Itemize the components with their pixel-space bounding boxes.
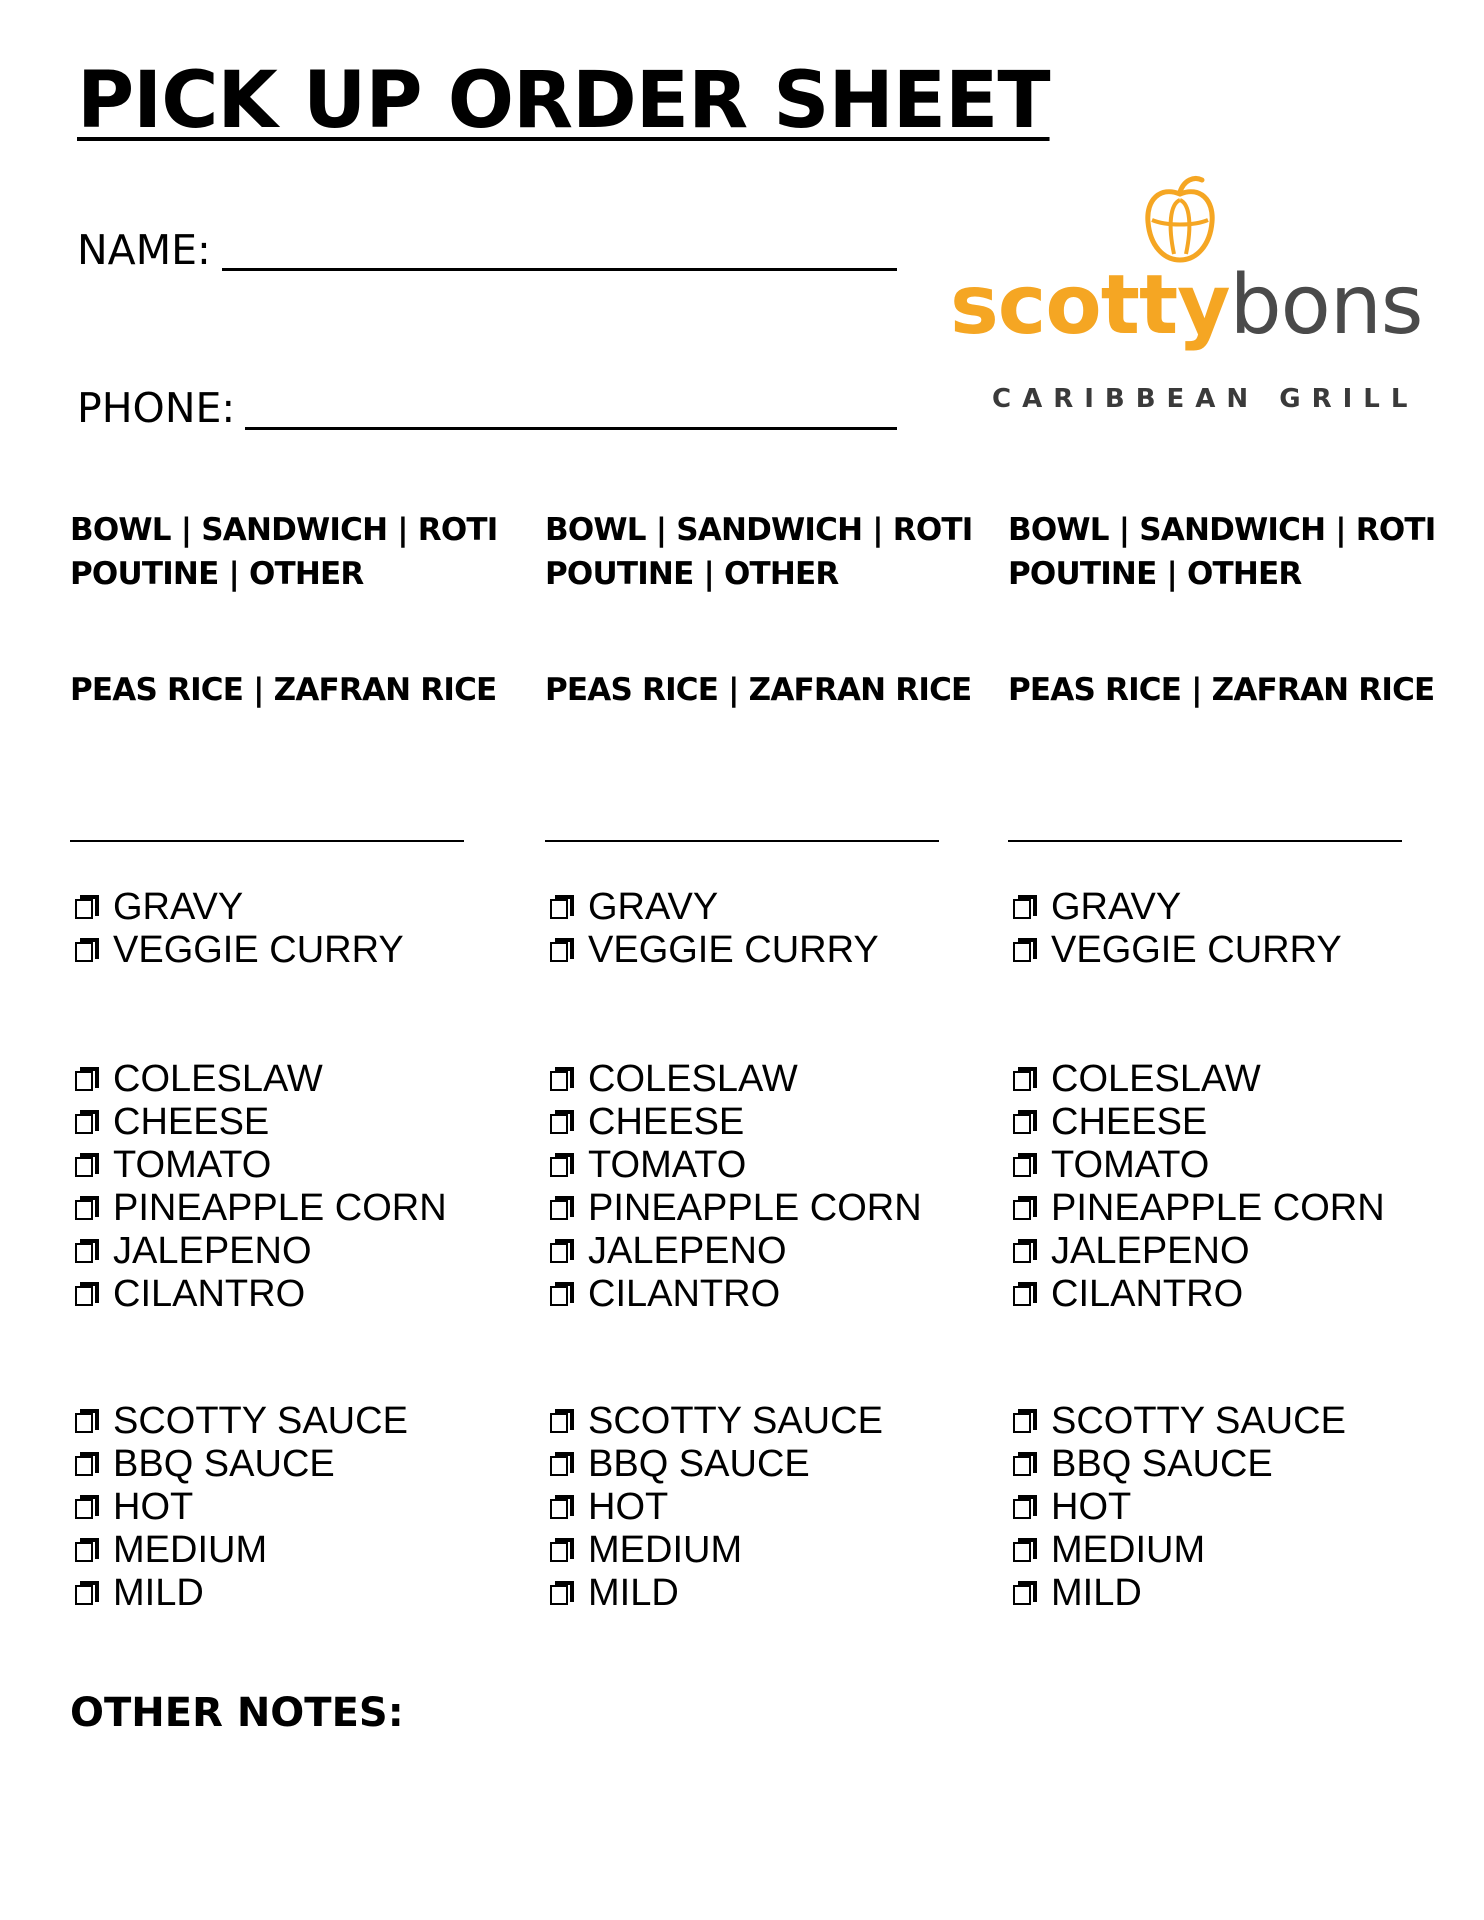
checkbox-option[interactable] <box>1013 1273 1385 1316</box>
checkbox-icon[interactable] <box>75 1153 99 1179</box>
checkbox-icon[interactable] <box>75 1282 99 1308</box>
checkbox-option[interactable] <box>75 1443 408 1486</box>
checkbox-icon[interactable] <box>75 1409 99 1435</box>
checkbox-label: HOT <box>588 1486 669 1528</box>
checkbox-option[interactable] <box>75 1101 447 1144</box>
checkbox-label: PINEAPPLE CORN <box>1051 1187 1385 1229</box>
checkbox-icon[interactable] <box>1013 1452 1037 1478</box>
checkbox-option[interactable] <box>550 1400 883 1443</box>
option-group-2 <box>1013 1058 1385 1316</box>
checkbox-option[interactable] <box>1013 1572 1346 1615</box>
checkbox-option[interactable] <box>550 1187 922 1230</box>
other-notes-label: OTHER NOTES: <box>70 1690 404 1736</box>
checkbox-label: VEGGIE CURRY <box>113 929 404 971</box>
checkbox-icon[interactable] <box>550 1409 574 1435</box>
checkbox-label: MEDIUM <box>113 1529 268 1571</box>
checkbox-icon[interactable] <box>75 1196 99 1222</box>
checkbox-icon[interactable] <box>550 1153 574 1179</box>
item-type-options-2[interactable]: POUTINE | OTHER <box>1008 556 1302 592</box>
checkbox-label: GRAVY <box>588 886 719 928</box>
checkbox-icon[interactable] <box>550 1110 574 1136</box>
option-group-2 <box>550 1058 922 1316</box>
checkbox-label: CILANTRO <box>588 1273 781 1315</box>
checkbox-label: VEGGIE CURRY <box>588 929 879 971</box>
checkbox-option[interactable] <box>75 929 404 972</box>
checkbox-label: SCOTTY SAUCE <box>588 1400 883 1442</box>
item-type-options[interactable]: BOWL | SANDWICH | ROTI <box>70 512 498 548</box>
checkbox-label: GRAVY <box>1051 886 1182 928</box>
checkbox-option[interactable] <box>1013 886 1342 929</box>
checkbox-icon[interactable] <box>550 1196 574 1222</box>
checkbox-icon[interactable] <box>1013 1495 1037 1521</box>
checkbox-option[interactable] <box>75 1187 447 1230</box>
item-type-options-2[interactable]: POUTINE | OTHER <box>70 556 364 592</box>
checkbox-icon[interactable] <box>550 1239 574 1265</box>
checkbox-label: VEGGIE CURRY <box>1051 929 1342 971</box>
checkbox-icon[interactable] <box>550 895 574 921</box>
checkbox-icon[interactable] <box>75 1538 99 1564</box>
checkbox-option[interactable] <box>1013 1144 1385 1187</box>
protein-write-in-line[interactable] <box>70 840 464 842</box>
checkbox-icon[interactable] <box>75 1239 99 1265</box>
checkbox-icon[interactable] <box>75 938 99 964</box>
scottybons-logo <box>950 170 1430 420</box>
checkbox-option[interactable] <box>1013 1443 1346 1486</box>
checkbox-option[interactable] <box>550 1101 922 1144</box>
checkbox-icon[interactable] <box>75 1495 99 1521</box>
checkbox-icon[interactable] <box>550 1495 574 1521</box>
checkbox-label: CILANTRO <box>113 1273 306 1315</box>
checkbox-label: MEDIUM <box>1051 1529 1206 1571</box>
checkbox-icon[interactable] <box>1013 895 1037 921</box>
checkbox-label: HOT <box>113 1486 194 1528</box>
checkbox-label: CHEESE <box>588 1101 745 1143</box>
checkbox-icon[interactable] <box>75 1581 99 1607</box>
checkbox-label: PINEAPPLE CORN <box>588 1187 922 1229</box>
name-label: NAME: <box>77 226 211 274</box>
checkbox-option[interactable] <box>75 1572 408 1615</box>
checkbox-option[interactable] <box>1013 1187 1385 1230</box>
checkbox-label: JALEPENO <box>588 1230 787 1272</box>
checkbox-label: MILD <box>1051 1572 1142 1614</box>
checkbox-option[interactable] <box>550 1058 922 1101</box>
option-group-3 <box>1013 1400 1346 1615</box>
checkbox-option[interactable] <box>75 1486 408 1529</box>
checkbox-option[interactable] <box>75 886 404 929</box>
option-group-2 <box>75 1058 447 1316</box>
checkbox-label: TOMATO <box>1051 1144 1210 1186</box>
item-type-options[interactable]: BOWL | SANDWICH | ROTI <box>1008 512 1436 548</box>
checkbox-icon[interactable] <box>1013 1196 1037 1222</box>
order-column-1 <box>70 508 498 1614</box>
checkbox-option[interactable] <box>75 1230 447 1273</box>
checkbox-icon[interactable] <box>550 1452 574 1478</box>
phone-label: PHONE: <box>77 384 236 432</box>
checkbox-label: COLESLAW <box>588 1058 798 1100</box>
checkbox-label: GRAVY <box>113 886 244 928</box>
checkbox-label: BBQ SAUCE <box>1051 1443 1273 1485</box>
checkbox-icon[interactable] <box>1013 938 1037 964</box>
checkbox-option[interactable] <box>75 1273 447 1316</box>
checkbox-label: CHEESE <box>1051 1101 1208 1143</box>
checkbox-label: TOMATO <box>588 1144 747 1186</box>
checkbox-option[interactable] <box>1013 1101 1385 1144</box>
checkbox-icon[interactable] <box>75 1110 99 1136</box>
checkbox-option[interactable] <box>1013 1230 1385 1273</box>
checkbox-label: CILANTRO <box>1051 1273 1244 1315</box>
checkbox-icon[interactable] <box>1013 1153 1037 1179</box>
checkbox-label: SCOTTY SAUCE <box>113 1400 408 1442</box>
order-column-2 <box>545 508 973 1614</box>
checkbox-option[interactable] <box>550 1486 883 1529</box>
checkbox-option[interactable] <box>1013 1058 1385 1101</box>
item-type-options-2[interactable]: POUTINE | OTHER <box>545 556 839 592</box>
checkbox-icon[interactable] <box>1013 1282 1037 1308</box>
checkbox-option[interactable] <box>550 1144 922 1187</box>
protein-write-in-line[interactable] <box>545 840 939 842</box>
checkbox-option[interactable] <box>1013 1400 1346 1443</box>
checkbox-option[interactable] <box>550 1529 883 1572</box>
checkbox-icon[interactable] <box>1013 1239 1037 1265</box>
rice-options[interactable]: PEAS RICE | ZAFRAN RICE <box>70 672 497 708</box>
checkbox-icon[interactable] <box>550 1067 574 1093</box>
checkbox-label: JALEPENO <box>1051 1230 1250 1272</box>
option-group-3 <box>550 1400 883 1615</box>
checkbox-icon[interactable] <box>550 1538 574 1564</box>
order-column-3 <box>1008 508 1436 1614</box>
page-title: PICK UP ORDER SHEET <box>77 56 1050 146</box>
checkbox-icon[interactable] <box>1013 1067 1037 1093</box>
option-group-3 <box>75 1400 408 1615</box>
logo-word-scotty: scotty <box>950 258 1230 353</box>
option-group-1 <box>75 886 404 972</box>
checkbox-option[interactable] <box>550 1572 883 1615</box>
checkbox-option[interactable] <box>1013 1529 1346 1572</box>
checkbox-label: HOT <box>1051 1486 1132 1528</box>
checkbox-label: CHEESE <box>113 1101 270 1143</box>
checkbox-icon[interactable] <box>1013 1409 1037 1435</box>
rice-options[interactable]: PEAS RICE | ZAFRAN RICE <box>1008 672 1435 708</box>
checkbox-option[interactable] <box>550 1443 883 1486</box>
item-type-options[interactable]: BOWL | SANDWICH | ROTI <box>545 512 973 548</box>
checkbox-label: JALEPENO <box>113 1230 312 1272</box>
checkbox-option[interactable] <box>75 1058 447 1101</box>
checkbox-icon[interactable] <box>550 1581 574 1607</box>
checkbox-icon[interactable] <box>1013 1110 1037 1136</box>
option-group-1 <box>550 886 879 972</box>
logo-wordmark <box>950 258 1423 353</box>
checkbox-label: COLESLAW <box>1051 1058 1261 1100</box>
checkbox-option[interactable] <box>1013 1486 1346 1529</box>
checkbox-label: MILD <box>588 1572 679 1614</box>
name-field-line[interactable] <box>222 268 897 271</box>
checkbox-icon[interactable] <box>75 895 99 921</box>
rice-options[interactable]: PEAS RICE | ZAFRAN RICE <box>545 672 972 708</box>
checkbox-label: SCOTTY SAUCE <box>1051 1400 1346 1442</box>
pepper-icon <box>1140 170 1220 265</box>
checkbox-option[interactable] <box>75 1144 447 1187</box>
protein-write-in-line[interactable] <box>1008 840 1402 842</box>
checkbox-option[interactable] <box>550 886 879 929</box>
checkbox-option[interactable] <box>75 1400 408 1443</box>
checkbox-label: MILD <box>113 1572 204 1614</box>
checkbox-option[interactable] <box>550 1230 922 1273</box>
logo-word-bons: bons <box>1229 258 1423 353</box>
checkbox-label: BBQ SAUCE <box>588 1443 810 1485</box>
checkbox-icon[interactable] <box>550 1282 574 1308</box>
checkbox-label: BBQ SAUCE <box>113 1443 335 1485</box>
checkbox-option[interactable] <box>550 1273 922 1316</box>
phone-field-line[interactable] <box>245 427 897 430</box>
checkbox-icon[interactable] <box>1013 1538 1037 1564</box>
checkbox-option[interactable] <box>75 1529 408 1572</box>
checkbox-icon[interactable] <box>1013 1581 1037 1607</box>
checkbox-label: PINEAPPLE CORN <box>113 1187 447 1229</box>
checkbox-icon[interactable] <box>75 1452 99 1478</box>
checkbox-option[interactable] <box>550 929 879 972</box>
checkbox-icon[interactable] <box>550 938 574 964</box>
checkbox-option[interactable] <box>1013 929 1342 972</box>
checkbox-icon[interactable] <box>75 1067 99 1093</box>
option-group-1 <box>1013 886 1342 972</box>
checkbox-label: TOMATO <box>113 1144 272 1186</box>
checkbox-label: COLESLAW <box>113 1058 323 1100</box>
logo-tagline: CARIBBEAN GRILL <box>992 384 1419 414</box>
checkbox-label: MEDIUM <box>588 1529 743 1571</box>
